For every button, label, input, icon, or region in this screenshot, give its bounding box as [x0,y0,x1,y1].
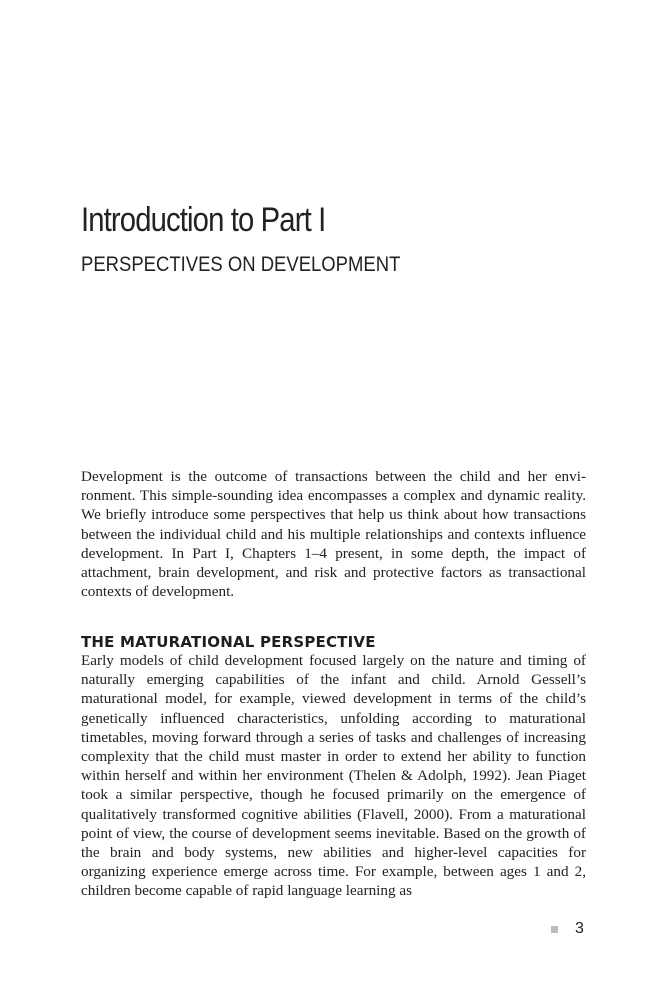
section-heading: THE MATURATIONAL PERSPECTIVE [81,633,376,651]
section-paragraph: Early models of child development focused largely on the nature and timing of naturally emerging capabilities of the infant and child. Arnold Gessell’s maturational model, for example, viewed development in terms of the child’s genetically influenced characteristics, unfolding according to maturational timetables, moving forward through a series of tasks and challenges of increasing complexity that the child must master in order to extend her ability to function within herself and within her environment (Thelen & Adolph, 1992). Jean Piaget took a similar perspective, though he focused primarily on the emergence of qualitatively transformed cognitive abilities (Flavell, 2000). From a maturational point of view, the course of development seems inevitable. Based on the growth of the brain and body systems, new abilities and higher-level capacities for organizing experience emerge across time. For example, between ages 1 and 2, children become capable of rapid language learning as [81,652,586,900]
page-number: 3 [575,920,584,937]
chapter-title: Introduction to Part I [81,201,326,239]
chapter-subtitle: PERSPECTIVES ON DEVELOPMENT [81,253,401,276]
footer-square-marker [551,926,558,933]
intro-paragraph: Development is the outcome of transactions between the child and her environment. This simple-sounding idea encompasses a complex and dynamic reality. We briefly introduce some perspectives that help us think about how transactions between the individual child and his multiple relationships and contexts influence development. In Part I, Chapters 1–4 present, in some depth, the impact of attachment, brain development, and risk and protective factors as transactional contexts of development. [81,468,586,601]
